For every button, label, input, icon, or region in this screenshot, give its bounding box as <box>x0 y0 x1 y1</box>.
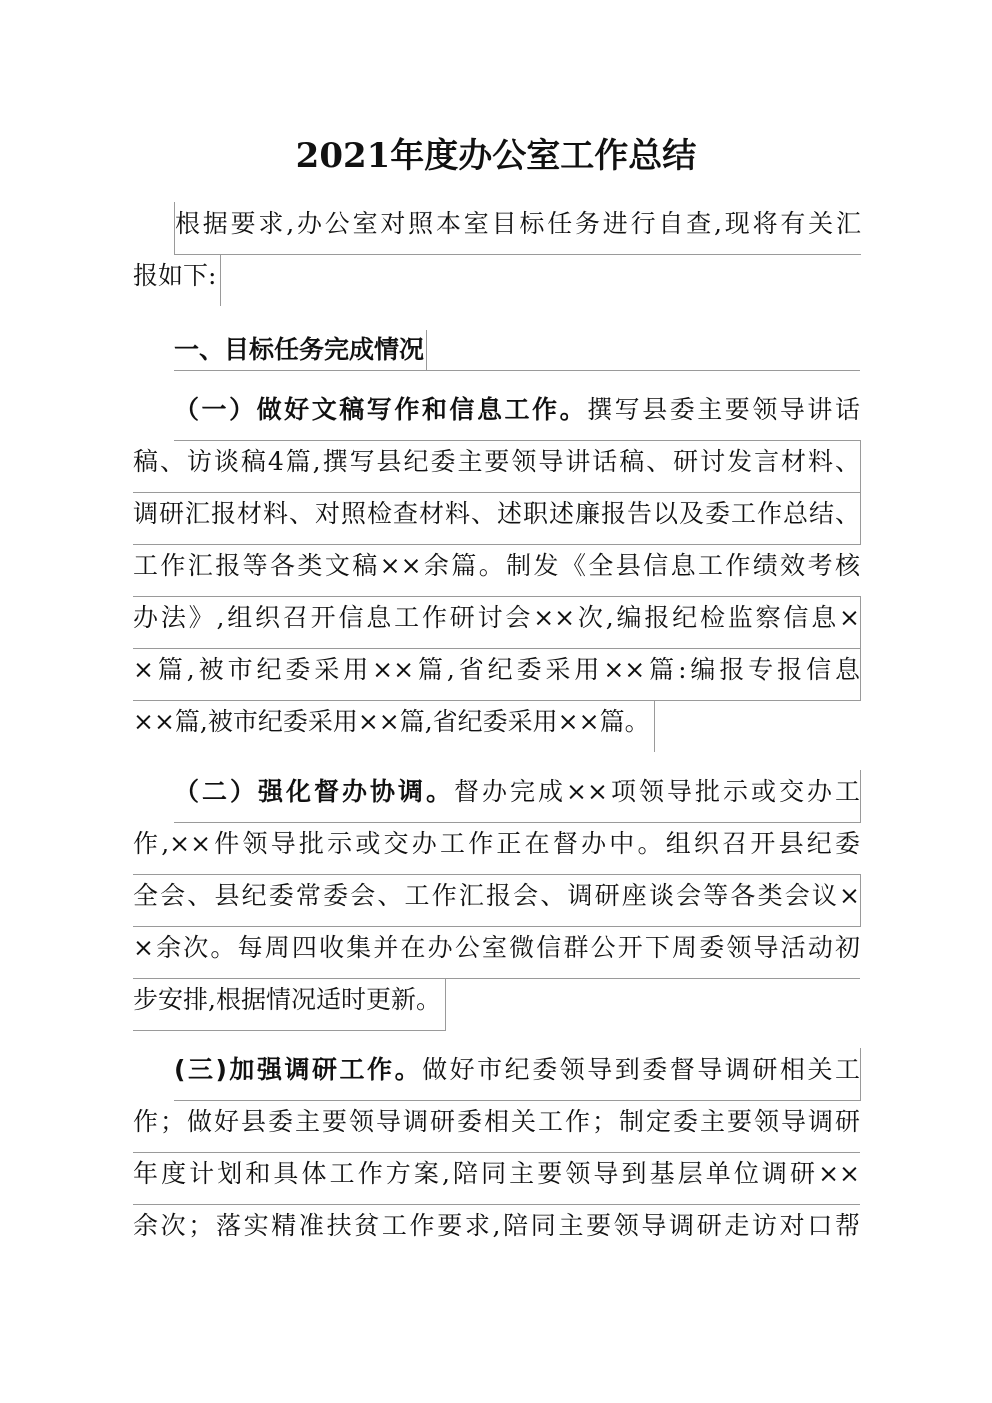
item1-line-3: 调研汇报材料、对照检查材料、述职述廉报告以及委工作总结、 <box>133 492 861 545</box>
item2-line1-rest: 督办完成××项领导批示或交办工 <box>454 777 860 806</box>
intro-line-1: 根据要求,办公室对照本室目标任务进行自查,现将有关汇 <box>174 202 861 255</box>
intro-line-2: 报如下: <box>133 254 221 306</box>
item1-line-7: ××篇,被市纪委采用××篇,省纪委采用××篇。 <box>133 700 655 752</box>
item2-line-1 <box>174 770 861 823</box>
heading-divider <box>174 370 860 371</box>
item3-line1-rest: 做好市纪委领导到委督导调研相关工 <box>422 1055 860 1084</box>
item1-line-5: 办法》,组织召开信息工作研讨会××次,编报纪检监察信息× <box>133 596 861 649</box>
item2-line-3: 全会、县纪委常委会、工作汇报会、调研座谈会等各类会议× <box>133 874 861 927</box>
item1-line-6: ×篇,被市纪委采用××篇,省纪委采用××篇:编报专报信息 <box>133 648 861 701</box>
item1-line-1 <box>174 388 860 441</box>
item1-line-4: 工作汇报等各类文稿××余篇。制发《全县信息工作绩效考核 <box>133 544 860 597</box>
item1-line1-rest: 撰写县委主要领导讲话 <box>587 395 860 424</box>
item3-line-3: 年度计划和具体工作方案,陪同主要领导到基层单位调研×× <box>133 1152 860 1205</box>
item2-lead: （二）强化督办协调。 <box>174 777 455 806</box>
item3-line-2: 作；做好县委主要领导调研委相关工作；制定委主要领导调研 <box>133 1100 860 1153</box>
item2-line-4: ×余次。每周四收集并在办公室微信群公开下周委领导活动初 <box>133 926 860 979</box>
item1-lead: （一）做好文稿写作和信息工作。 <box>174 395 588 424</box>
document-title: 2021年度办公室工作总结 <box>295 136 697 176</box>
item1-line-2: 稿、访谈稿4篇,撰写县纪委主要领导讲话稿、研讨发言材料、 <box>133 440 861 493</box>
item2-line-5: 步安排,根据情况适时更新。 <box>133 978 446 1031</box>
item3-line-4: 余次；落实精准扶贫工作要求,陪同主要领导调研走访对口帮 <box>133 1211 860 1240</box>
item3-line-1 <box>174 1048 861 1101</box>
item3-lead: (三)加强调研工作。 <box>174 1055 423 1084</box>
item2-line-2: 作,××件领导批示或交办工作正在督办中。组织召开县纪委 <box>133 822 860 875</box>
section-heading: 一、目标任务完成情况 <box>174 330 427 370</box>
